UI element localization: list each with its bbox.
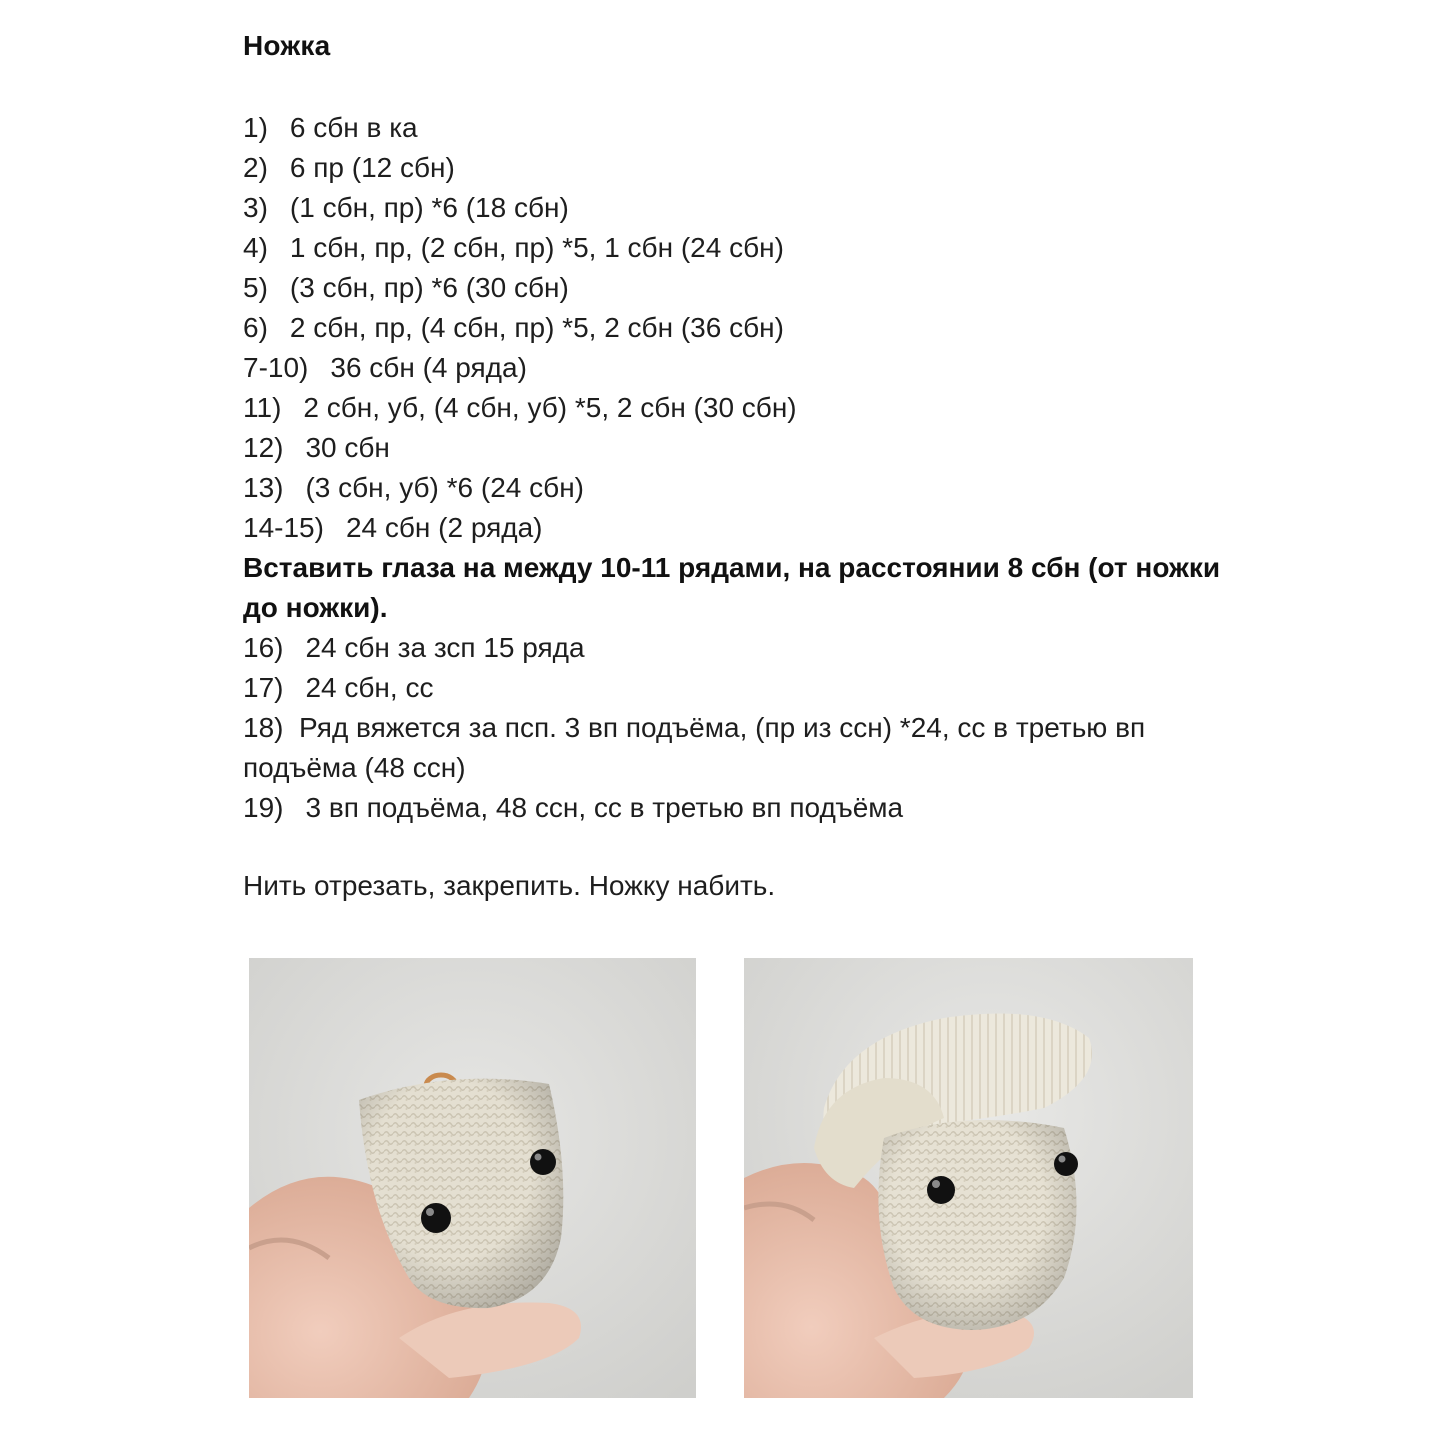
eye-icon xyxy=(530,1149,556,1175)
section-title: Ножка xyxy=(243,30,331,61)
step-number: 12) xyxy=(243,432,284,463)
step-row xyxy=(243,188,1223,228)
step-row xyxy=(243,708,1223,788)
step-text: (3 сбн, уб) *6 (24 сбн) xyxy=(305,472,584,503)
step-text: 30 сбн xyxy=(305,432,390,463)
eye-icon xyxy=(1054,1152,1078,1176)
step-row xyxy=(243,228,1223,268)
instruction-list xyxy=(243,108,1223,828)
eyes-note: Вставить глаза на между 10-11 рядами, на расстоянии 8 сбн (от ножки до ножки). xyxy=(243,552,1221,623)
step-row xyxy=(243,788,1223,828)
step-number: 13) xyxy=(243,472,284,503)
step-number: 3) xyxy=(243,192,268,223)
step-text: 2 сбн, пр, (4 сбн, пр) *5, 2 сбн (36 сбн) xyxy=(289,312,784,343)
step-number: 19) xyxy=(243,792,284,823)
step-text: (1 сбн, пр) *6 (18 сбн) xyxy=(289,192,569,223)
step-row xyxy=(243,388,1223,428)
step-number: 14-15) xyxy=(243,512,324,543)
photo-stem-with-eyes xyxy=(249,958,696,1398)
step-row xyxy=(243,628,1223,668)
step-row xyxy=(243,468,1223,508)
step-number-inline: 18) xyxy=(243,712,284,743)
step-row xyxy=(243,268,1223,308)
step-row xyxy=(243,108,1223,148)
step-row xyxy=(243,348,1223,388)
step-number: 11) xyxy=(243,392,282,423)
photo-stem-with-cap xyxy=(744,958,1193,1398)
step-number: 4) xyxy=(243,232,268,263)
step-number: 2) xyxy=(243,152,268,183)
step-number: 5) xyxy=(243,272,268,303)
step-number: 7-10) xyxy=(243,352,309,383)
step-row xyxy=(243,308,1223,348)
step-text: 24 сбн за зсп 15 ряда xyxy=(305,632,585,663)
step-number: 16) xyxy=(243,632,284,663)
step-text: 24 сбн, сс xyxy=(305,672,434,703)
step-text: 6 пр (12 сбн) xyxy=(289,152,455,183)
step-text: 2 сбн, уб, (4 сбн, уб) *5, 2 сбн (30 сбн) xyxy=(303,392,797,423)
step-row xyxy=(243,428,1223,468)
step-number: 17) xyxy=(243,672,284,703)
step-number: 1) xyxy=(243,112,268,143)
step-text: Ряд вяжется за псп. 3 вп подъёма, (пр из ссн) *24, сс в третью вп подъёма (48 ссн) xyxy=(243,712,1146,783)
step-text: 1 сбн, пр, (2 сбн, пр) *5, 1 сбн (24 сбн) xyxy=(289,232,784,263)
step-text: (3 сбн, пр) *6 (30 сбн) xyxy=(289,272,569,303)
step-row xyxy=(243,668,1223,708)
step-row xyxy=(243,508,1223,548)
eye-icon xyxy=(421,1203,451,1233)
step-row xyxy=(243,148,1223,188)
step-text: 24 сбн (2 ряда) xyxy=(345,512,543,543)
final-instruction: Нить отрезать, закрепить. Ножку набить. xyxy=(243,870,776,901)
step-text-wrapped xyxy=(243,708,1223,788)
eye-icon xyxy=(927,1176,955,1204)
step-number: 6) xyxy=(243,312,268,343)
step-text: 36 сбн (4 ряда) xyxy=(330,352,527,383)
step-text: 6 сбн в ка xyxy=(289,112,418,143)
step-text: 3 вп подъёма, 48 ссн, сс в третью вп подъёма xyxy=(305,792,904,823)
